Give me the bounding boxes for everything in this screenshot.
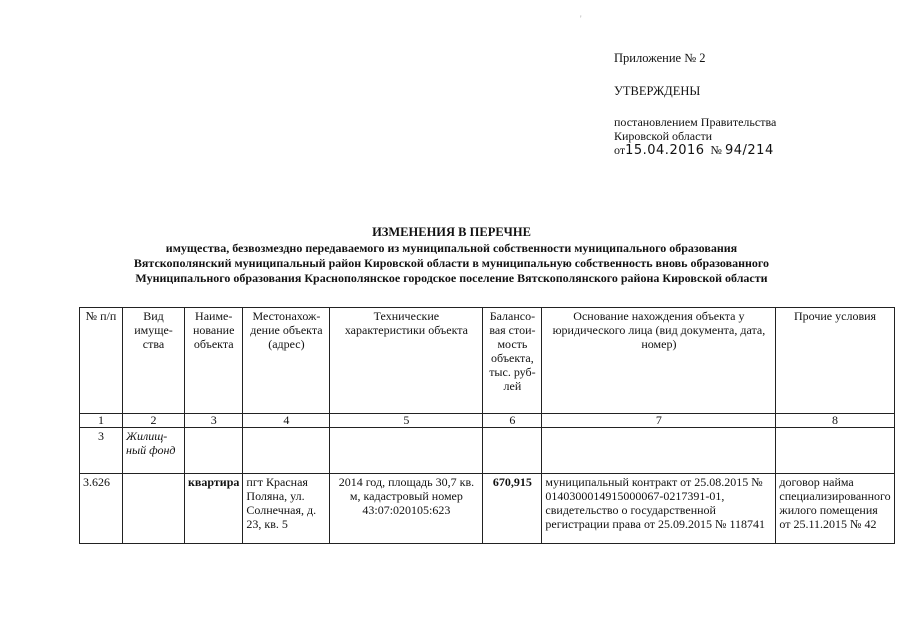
column-number: 8 — [776, 414, 894, 428]
header-basis: Основание нахождения объекта у юридического лица (вид документа, дата, номер) — [542, 308, 776, 414]
decree-from: от — [614, 143, 626, 157]
group-type: Жилищ-ный фонд — [123, 428, 185, 474]
appendix-label: Приложение № 2 — [614, 51, 706, 65]
decree-line-1: постановлением Правительства — [614, 115, 777, 129]
header-property-type: Вид имуще-ства — [123, 308, 185, 414]
decree-number: 94/214 — [724, 143, 774, 158]
title-line-4: Муниципального образования Краснополянское городское поселение Вятскополянского района Кировской области — [135, 271, 768, 285]
approved-label: УТВЕРЖДЕНЫ — [614, 84, 701, 98]
title-line-2: имущества, безвозмездно передаваемого из муниципальной собственности муниципального образования — [165, 241, 738, 255]
item-number: 3.626 — [80, 474, 123, 544]
item-tech-specs: 2014 год, площадь 30,7 кв. м, кадастровый номер 43:07:020105:623 — [330, 474, 483, 544]
column-number: 3 — [185, 414, 243, 428]
header-location: Местонахож-дение объекта (адрес) — [243, 308, 330, 414]
item-book-value: 670,915 — [483, 474, 542, 544]
item-other-conditions: договор найма специализированного жилого помещения от 25.11.2015 № 42 — [776, 474, 894, 544]
item-type — [123, 474, 185, 544]
column-number: 5 — [330, 414, 483, 428]
group-number: 3 — [80, 428, 123, 474]
approval-block — [614, 50, 874, 158]
header-tech-specs: Технические характеристики объекта — [330, 308, 483, 414]
table-header-row — [80, 308, 895, 414]
title-line-1: ИЗМЕНЕНИЯ В ПЕРЕЧНЕ — [372, 225, 531, 239]
table-row-group — [80, 428, 895, 474]
decree-date: 15.04.2016 — [625, 143, 705, 158]
column-numbers-row — [80, 414, 895, 428]
decree-line-3 — [614, 143, 874, 158]
header-number: № п/п — [80, 308, 123, 414]
scan-mark: ' — [580, 14, 582, 24]
header-object-name: Наиме-нование объекта — [185, 308, 243, 414]
document-title — [90, 225, 813, 286]
column-number: 1 — [80, 414, 123, 428]
title-line-3: Вятскополянский муниципальный район Кировской области в муниципальную собственность вновь образованного — [133, 256, 770, 270]
item-name: квартира — [185, 474, 243, 544]
column-number: 6 — [483, 414, 542, 428]
column-number: 2 — [123, 414, 185, 428]
item-address: пгт Красная Поляна, ул. Солнечная, д. 23, кв. 5 — [243, 474, 330, 544]
changes-table — [79, 307, 895, 544]
table-row — [80, 474, 895, 544]
header-other-conditions: Прочие условия — [776, 308, 894, 414]
header-book-value: Балансо-вая стои-мость объекта, тыс. руб-лей — [483, 308, 542, 414]
column-number: 7 — [542, 414, 776, 428]
decree-line-2: Кировской области — [614, 129, 713, 143]
item-basis: муниципальный контракт от 25.08.2015 № 0140300014915000067-0217391-01, свидетельство о государственной регистрации права от 25.09.2015 № 118741 — [542, 474, 776, 544]
decree-reference — [614, 115, 874, 158]
column-number: 4 — [243, 414, 330, 428]
decree-no-sign: № — [710, 143, 722, 157]
